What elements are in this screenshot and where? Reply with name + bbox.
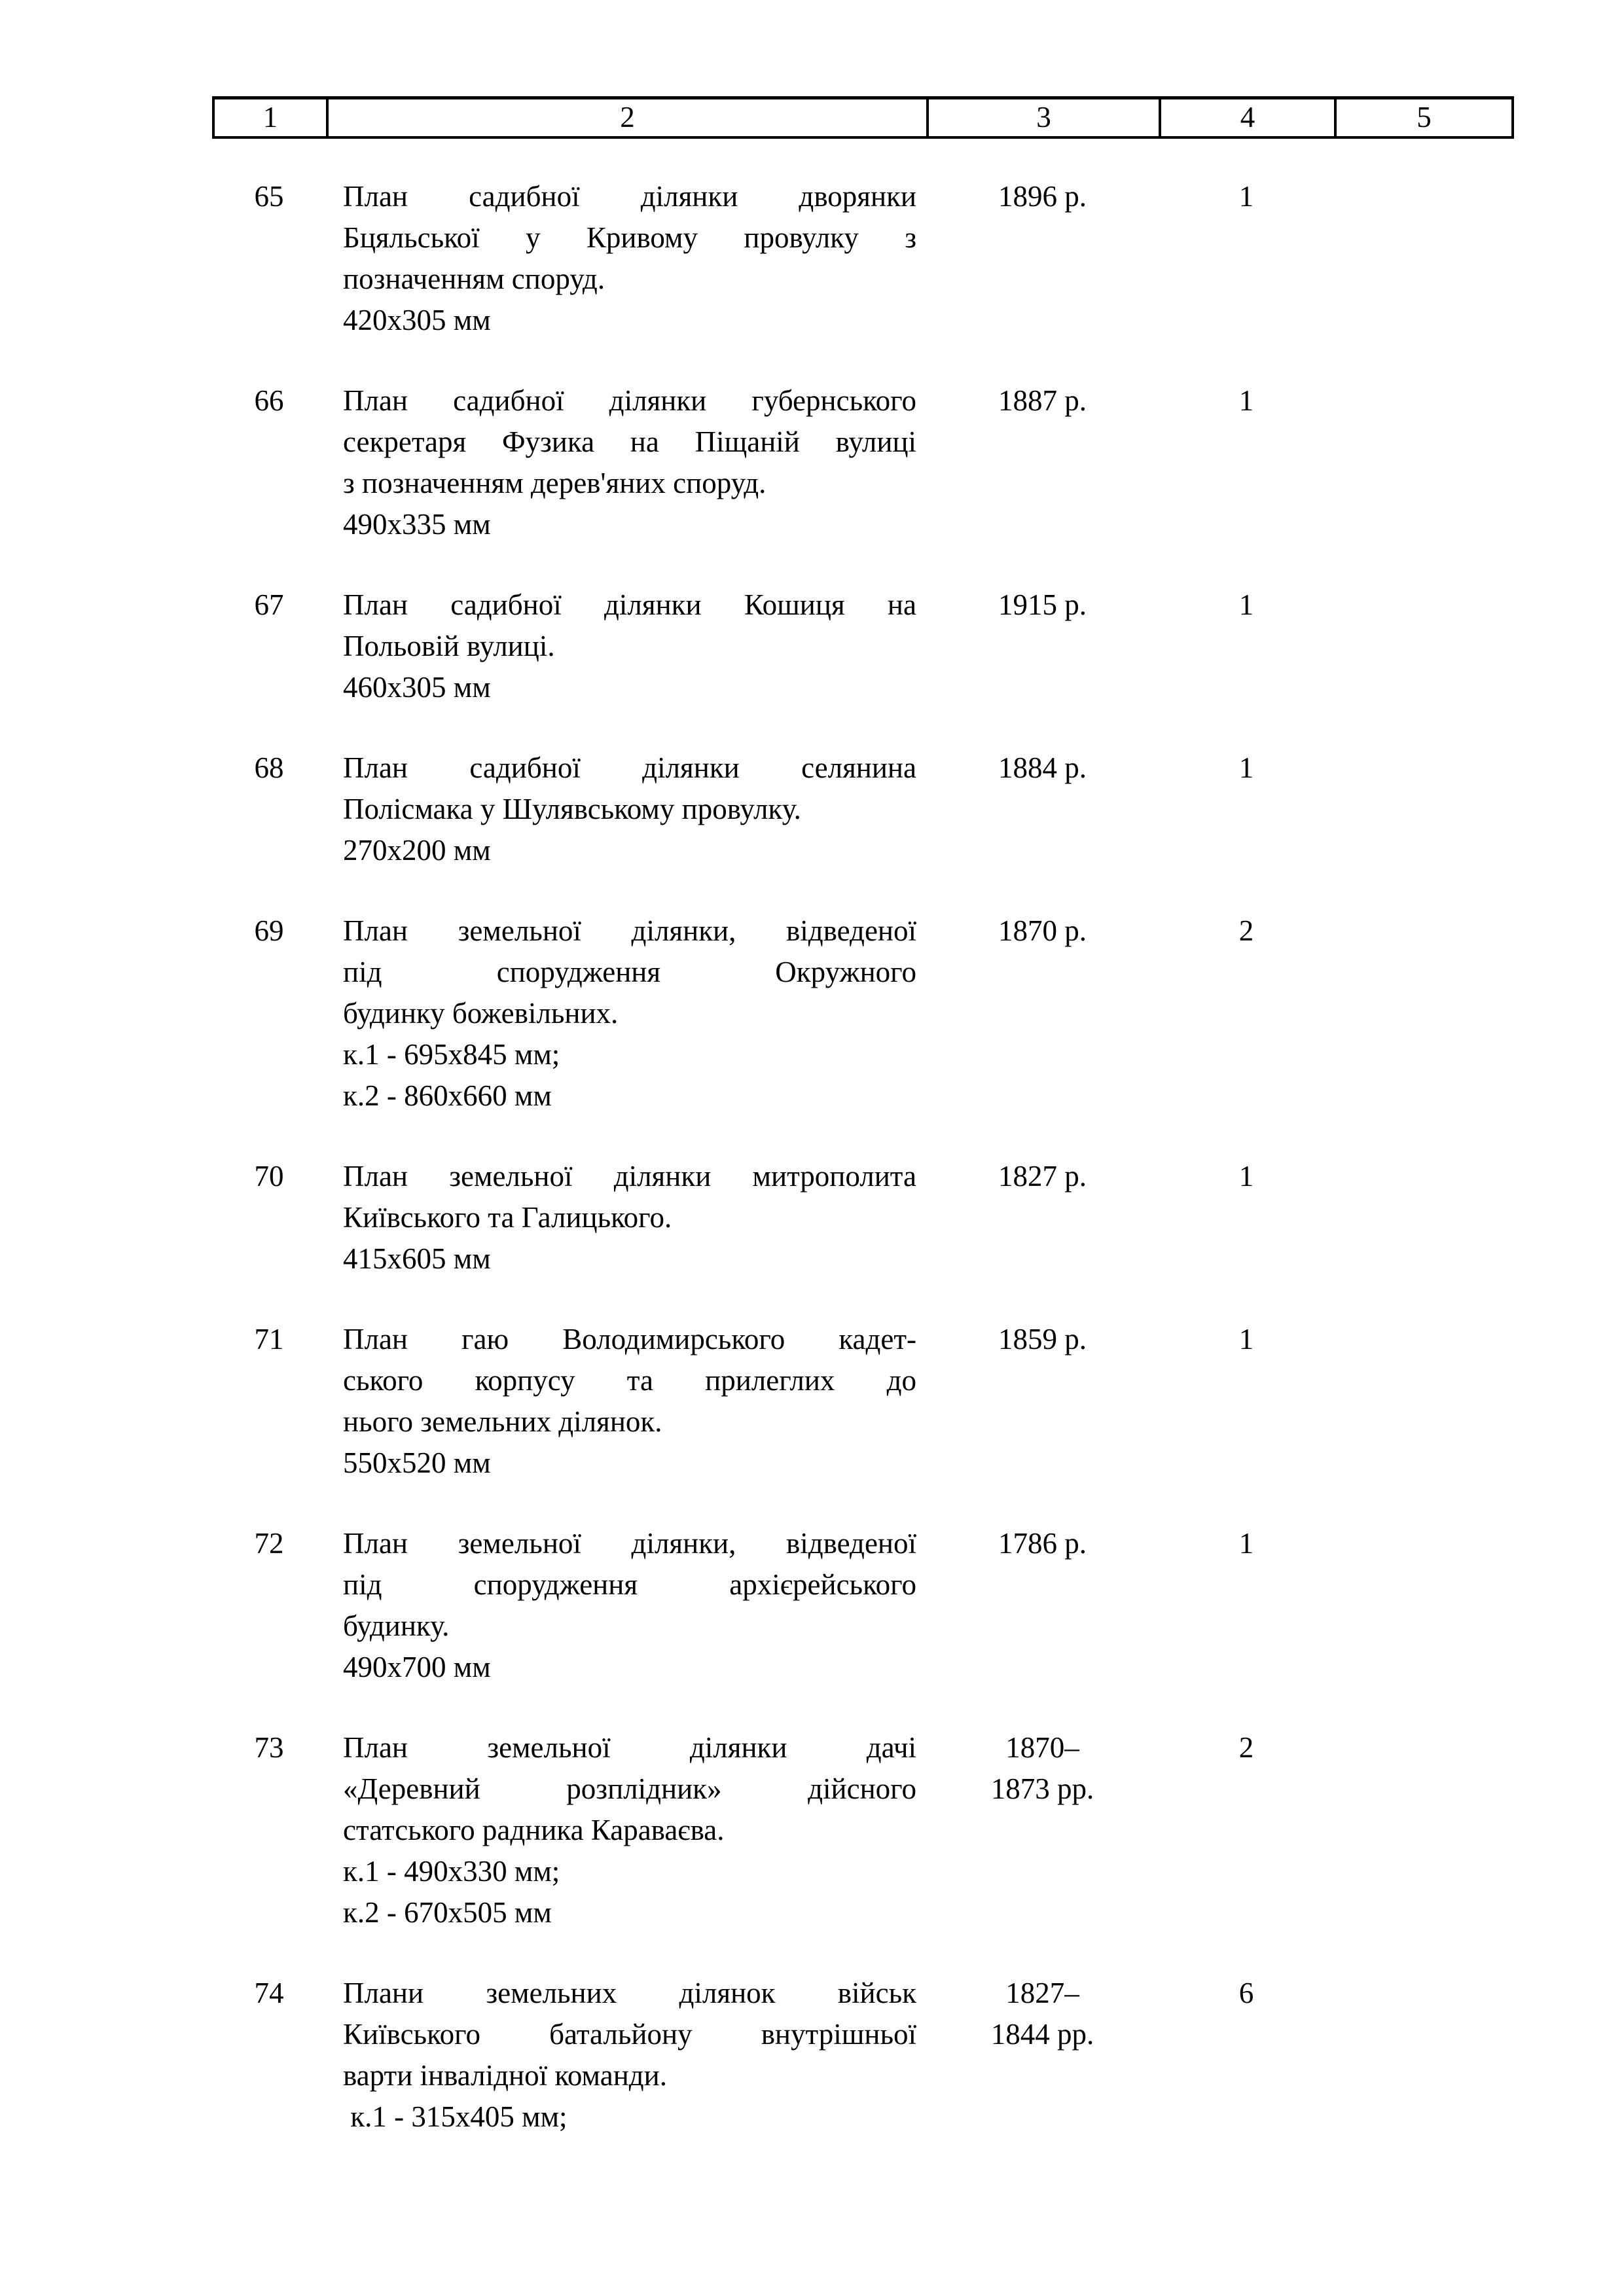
description-line: будинку божевільних. (343, 997, 619, 1030)
table-row (212, 1523, 1514, 1688)
table-row (212, 380, 1514, 545)
description-line: План садибної ділянки Кошиця на (343, 588, 916, 621)
date-cell (926, 1727, 1159, 1933)
description-line: План садибної ділянки селянина (343, 751, 916, 784)
date-cell (926, 747, 1159, 871)
size-line: 415х605 мм (343, 1242, 491, 1275)
description-line: Київського батальйону внутрішньої (343, 2018, 916, 2051)
date-line: 1786 р. (998, 1527, 1087, 1560)
empty-cell (1334, 1523, 1514, 1688)
size-line: 490х700 мм (343, 1651, 491, 1683)
row-number-cell: 74 (254, 1977, 284, 2009)
size-line: к.1 - 695х845 мм; (343, 1038, 560, 1071)
row-number-cell: 72 (254, 1527, 284, 1560)
table-row (212, 1727, 1514, 1933)
date-cell (926, 1319, 1159, 1484)
count-cell: 2 (1238, 914, 1254, 947)
count-cell: 1 (1238, 1527, 1254, 1560)
description-line: Плани земельних ділянок військ (343, 1977, 916, 2009)
size-line: 460х305 мм (343, 671, 491, 704)
count-cell: 1 (1238, 1323, 1254, 1355)
description-cell (326, 584, 926, 708)
date-cell (926, 1156, 1159, 1280)
count-cell: 1 (1238, 1160, 1254, 1193)
description-line: з позначенням дерев'яних споруд. (343, 467, 767, 499)
empty-cell (1334, 1319, 1514, 1484)
count-cell: 6 (1238, 1977, 1254, 2009)
date-cell (926, 584, 1159, 708)
empty-cell (1334, 1973, 1514, 2138)
date-line: 1887 р. (998, 384, 1087, 417)
description-line: статського радника Караваєва. (343, 1814, 725, 1846)
date-line: 1859 р. (998, 1323, 1087, 1355)
description-line: під спорудження Окружного (343, 956, 916, 988)
row-number-cell: 66 (254, 384, 284, 417)
count-cell: 2 (1238, 1731, 1254, 1764)
table-row (212, 1973, 1514, 2138)
size-line: к.1 - 315х405 мм; (343, 2100, 568, 2133)
description-line: під спорудження архієрейського (343, 1568, 916, 1601)
table-header-row (212, 96, 1514, 139)
date-cell (926, 380, 1159, 545)
table-body (212, 176, 1514, 2177)
description-line: нього земельних ділянок. (343, 1405, 662, 1438)
row-number-cell: 73 (254, 1731, 284, 1764)
table-row (212, 747, 1514, 871)
description-line: позначенням споруд. (343, 262, 605, 295)
description-line: Київського та Галицького. (343, 1201, 672, 1234)
table-row (212, 176, 1514, 341)
description-cell (326, 380, 926, 545)
description-cell (326, 1727, 926, 1933)
date-line: 1873 рр. (990, 1772, 1094, 1805)
size-line: 420х305 мм (343, 304, 491, 336)
row-number-cell: 70 (254, 1160, 284, 1193)
date-cell (926, 910, 1159, 1117)
empty-cell (1334, 910, 1514, 1117)
description-line: План земельної ділянки дачі (343, 1731, 916, 1764)
description-cell (326, 747, 926, 871)
column-header-3: 3 (926, 99, 1159, 136)
column-header-1: 1 (262, 101, 278, 134)
description-cell (326, 176, 926, 341)
description-line: варти інвалідної команди. (343, 2059, 667, 2092)
description-line: Бцяльської у Кривому провулку з (343, 221, 916, 254)
size-line: 270х200 мм (343, 834, 491, 867)
description-line: Польовій вулиці. (343, 630, 555, 662)
size-line: 550х520 мм (343, 1446, 491, 1479)
description-cell (326, 1973, 926, 2138)
description-line: План земельної ділянки митрополита (343, 1160, 916, 1193)
table-row (212, 1319, 1514, 1484)
date-cell (926, 1973, 1159, 2138)
size-line: к.2 - 670х505 мм (343, 1896, 552, 1929)
empty-cell (1334, 747, 1514, 871)
date-line: 1844 рр. (990, 2018, 1094, 2051)
count-cell: 1 (1238, 180, 1254, 213)
date-cell (926, 1523, 1159, 1688)
date-line: 1896 р. (998, 180, 1087, 213)
empty-cell (1334, 1156, 1514, 1280)
description-line: секретаря Фузика на Піщаній вулиці (343, 425, 916, 458)
row-number-cell: 69 (254, 914, 284, 947)
table-row (212, 1156, 1514, 1280)
count-cell: 1 (1238, 588, 1254, 621)
count-cell: 1 (1238, 384, 1254, 417)
description-cell (326, 910, 926, 1117)
description-line: План садибної ділянки губернського (343, 384, 916, 417)
description-cell (326, 1156, 926, 1280)
count-cell: 1 (1238, 751, 1254, 784)
description-line: План земельної ділянки, відведеної (343, 1527, 916, 1560)
row-number-cell: 67 (254, 588, 284, 621)
date-line: 1915 р. (998, 588, 1087, 621)
column-header-2: 2 (326, 99, 926, 136)
description-line: План садибної ділянки дворянки (343, 180, 916, 213)
row-number-cell: 65 (254, 180, 284, 213)
column-header-5: 5 (1334, 99, 1511, 136)
table-row (212, 910, 1514, 1117)
date-line: 1870 р. (998, 914, 1087, 947)
description-line: Полісмака у Шулявському провулку. (343, 793, 801, 825)
date-cell (926, 176, 1159, 341)
empty-cell (1334, 1727, 1514, 1933)
description-line: ського корпусу та прилеглих до (343, 1364, 916, 1397)
date-line: 1827 р. (998, 1160, 1087, 1193)
size-line: 490х335 мм (343, 508, 491, 541)
size-line: к.1 - 490х330 мм; (343, 1855, 560, 1888)
row-number-cell: 71 (254, 1323, 284, 1355)
description-cell (326, 1319, 926, 1484)
date-line: 1827– (1005, 1977, 1079, 2009)
description-cell (326, 1523, 926, 1688)
row-number-cell: 68 (254, 751, 284, 784)
table-row (212, 584, 1514, 708)
column-header-4: 4 (1159, 99, 1334, 136)
description-line: План земельної ділянки, відведеної (343, 914, 916, 947)
empty-cell (1334, 584, 1514, 708)
size-line: к.2 - 860х660 мм (343, 1079, 552, 1112)
date-line: 1870– (1005, 1731, 1079, 1764)
description-line: «Деревний розплідник» дійсного (343, 1772, 916, 1805)
empty-cell (1334, 176, 1514, 341)
date-line: 1884 р. (998, 751, 1087, 784)
description-line: будинку. (343, 1609, 450, 1642)
empty-cell (1334, 380, 1514, 545)
description-line: План гаю Володимирського кадет- (343, 1323, 916, 1355)
